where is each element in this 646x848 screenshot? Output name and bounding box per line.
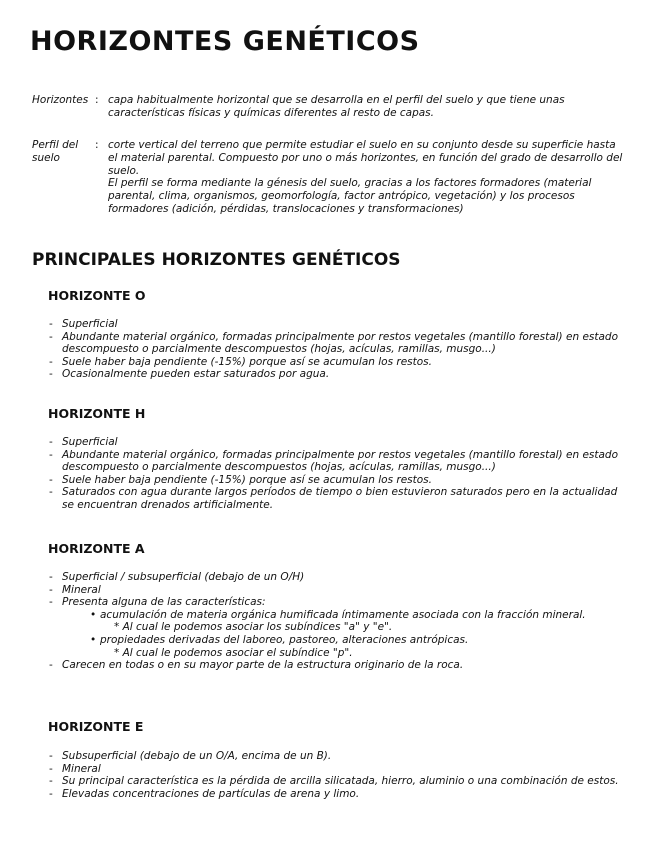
list-item: - Superficial: [48, 318, 623, 331]
definition-term-horizontes: Horizontes: [32, 94, 89, 106]
horizon-e-heading: HORIZONTE E: [48, 719, 144, 734]
sub-item-note: * Al cual le podemos asociar el subíndice "p".: [114, 646, 353, 659]
definition-colon: :: [95, 139, 99, 151]
sub-item-note: * Al cual le podemos asociar los subíndices "a" y "e".: [114, 621, 393, 634]
definition-line: capa habitualmente horizontal que se desarrolla en el perfil del suelo y que tiene unas características físicas y químicas diferentes al resto de capas.: [108, 94, 565, 119]
horizon-a-list: [48, 571, 623, 672]
list-item: - Subsuperficial (debajo de un O/A, encima de un B).: [48, 750, 623, 763]
list-item: - Superficial: [48, 436, 623, 449]
horizon-e-list: [48, 750, 623, 800]
definition-line: corte vertical del terreno que permite estudiar el suelo en su conjunto desde su superficie hasta el material parental. Compuesto por uno o más horizontes, en función del grado de desarrollo del suelo.: [108, 139, 623, 177]
list-item: - Mineral: [48, 763, 623, 776]
definition-colon: :: [95, 94, 99, 106]
list-item: - Suele haber baja pendiente (-15%) porque así se acumulan los restos.: [48, 356, 623, 369]
sub-list-item: [90, 634, 623, 659]
horizon-a-heading: HORIZONTE A: [48, 541, 145, 556]
list-item: - Carecen en todas o en su mayor parte de la estructura originario de la roca.: [48, 659, 623, 672]
horizon-h-list: [48, 436, 623, 512]
list-item: - Superficial / subsuperficial (debajo de un O/H): [48, 571, 623, 584]
list-item: - Ocasionalmente pueden estar saturados por agua.: [48, 368, 623, 381]
list-item: - Mineral: [48, 584, 623, 597]
list-item: - Elevadas concentraciones de partículas de arena y limo.: [48, 788, 623, 801]
definition-text-horizontes: [108, 94, 628, 120]
list-item: - Su principal característica es la pérdida de arcilla silicatada, hierro, aluminio o una combinación de estos.: [48, 775, 623, 788]
definition-text-perfil: [108, 139, 628, 216]
sub-list-item: [90, 609, 623, 634]
list-item: - Abundante material orgánico, formadas principalmente por restos vegetales (mantillo forestal) en estado descompuesto o parcialmente descompuestos (hojas, acículas, ramillas, musgo...): [48, 449, 623, 474]
list-item: - Abundante material orgánico, formadas principalmente por restos vegetales (mantillo forestal) en estado descompuesto o parcialmente descompuestos (hojas, acículas, ramillas, musgo...): [48, 331, 623, 356]
horizon-h-heading: HORIZONTE H: [48, 406, 146, 421]
definition-term-perfil: Perfil del suelo: [32, 139, 79, 164]
sub-item-text: acumulación de materia orgánica humificada íntimamente asociada con la fracción mineral.: [100, 608, 586, 621]
list-item-text: Presenta alguna de las características:: [62, 596, 266, 609]
horizon-o-heading: HORIZONTE O: [48, 288, 146, 303]
sub-item-text: propiedades derivadas del laboreo, pastoreo, alteraciones antrópicas.: [100, 633, 469, 646]
list-item: - Saturados con agua durante largos períodos de tiempo o bien estuvieron saturados pero en la actualidad se encuentran drenados artificialmente.: [48, 486, 623, 511]
sub-list: [62, 609, 623, 659]
definition-line: El perfil se forma mediante la génesis del suelo, gracias a los factores formadores (material parental, clima, organismos, geomorfología, factor antrópico, vegetación) y los procesos formadores (adición, pérdidas, translocaciones y transformaciones): [108, 177, 592, 215]
horizon-o-list: [48, 318, 623, 381]
list-item: [48, 596, 623, 659]
page-title: HORIZONTES GENÉTICOS: [30, 26, 420, 57]
section-title: PRINCIPALES HORIZONTES GENÉTICOS: [32, 250, 401, 270]
list-item: - Suele haber baja pendiente (-15%) porque así se acumulan los restos.: [48, 474, 623, 487]
